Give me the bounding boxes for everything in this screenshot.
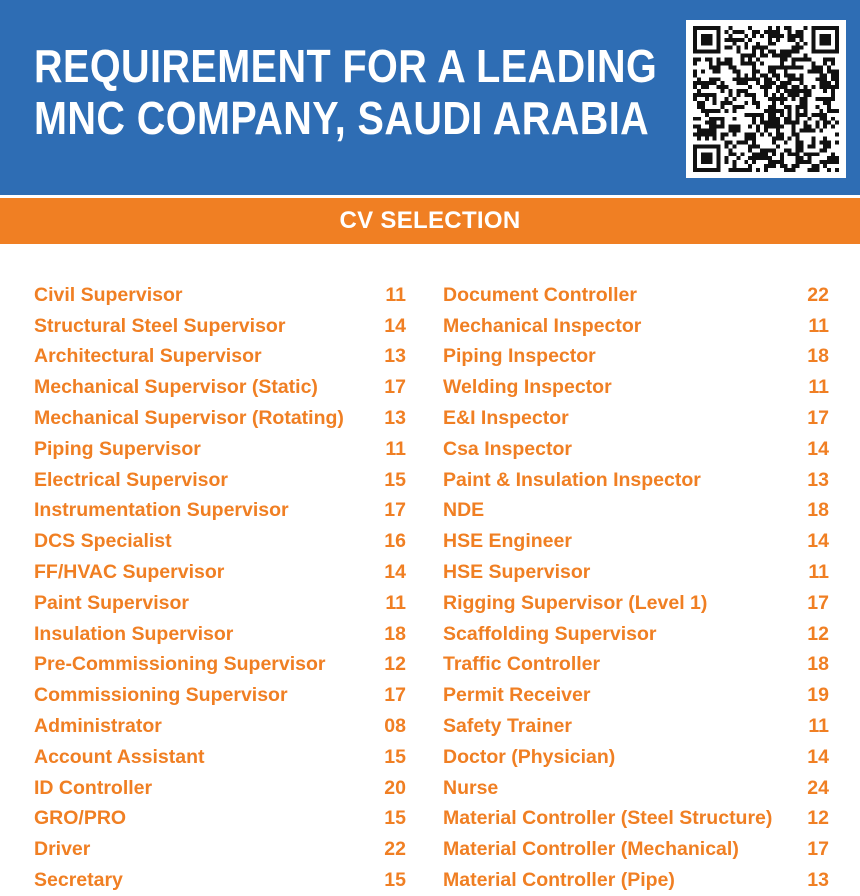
list-item (34, 342, 406, 373)
list-item (34, 434, 406, 465)
position-count: 18 (807, 499, 829, 522)
list-item (34, 280, 406, 311)
list-item (34, 742, 406, 773)
list-item (443, 773, 829, 804)
position-name: Material Controller (Pipe) (443, 869, 675, 892)
position-name: NDE (443, 499, 485, 522)
list-item (34, 773, 406, 804)
position-name: E&I Inspector (443, 407, 569, 430)
list-item (443, 311, 829, 342)
position-name: Mechanical Supervisor (Static) (34, 376, 318, 399)
position-name: FF/HVAC Supervisor (34, 561, 225, 584)
position-count: 17 (384, 684, 406, 707)
position-name: Piping Supervisor (34, 437, 201, 460)
position-name: Commissioning Supervisor (34, 684, 288, 707)
list-item (34, 496, 406, 527)
position-count: 17 (807, 591, 829, 614)
position-count: 11 (385, 283, 406, 306)
list-item (443, 711, 829, 742)
list-item (443, 465, 829, 496)
list-item (34, 526, 406, 557)
position-name: Scaffolding Supervisor (443, 622, 657, 645)
position-count: 17 (384, 499, 406, 522)
list-item (443, 403, 829, 434)
position-name: Account Assistant (34, 745, 205, 768)
position-count: 18 (807, 345, 829, 368)
list-item (443, 742, 829, 773)
list-item (443, 619, 829, 650)
list-item (34, 372, 406, 403)
position-count: 11 (385, 591, 406, 614)
position-count: 17 (807, 407, 829, 430)
position-count: 15 (384, 745, 406, 768)
position-name: Welding Inspector (443, 376, 612, 399)
position-count: 11 (808, 715, 829, 738)
position-name: Rigging Supervisor (Level 1) (443, 591, 708, 614)
list-item (443, 372, 829, 403)
position-name: Material Controller (Mechanical) (443, 838, 739, 861)
position-name: Safety Trainer (443, 715, 572, 738)
position-name: Mechanical Inspector (443, 314, 642, 337)
list-item (443, 834, 829, 865)
position-name: Permit Receiver (443, 684, 591, 707)
qr-code-icon[interactable] (686, 20, 846, 178)
position-count: 15 (384, 468, 406, 491)
position-name: Architectural Supervisor (34, 345, 262, 368)
list-item (443, 804, 829, 835)
position-count: 18 (807, 653, 829, 676)
list-item (443, 680, 829, 711)
position-count: 22 (807, 283, 829, 306)
position-name: Material Controller (Steel Structure) (443, 807, 773, 830)
list-item (34, 650, 406, 681)
position-name: Paint & Insulation Inspector (443, 468, 701, 491)
position-count: 14 (384, 314, 406, 337)
position-name: Driver (34, 838, 91, 861)
position-count: 11 (808, 561, 829, 584)
position-count: 11 (808, 314, 829, 337)
position-count: 11 (808, 376, 829, 399)
position-name: Nurse (443, 776, 499, 799)
position-count: 18 (384, 622, 406, 645)
position-count: 13 (807, 468, 829, 491)
list-item (443, 650, 829, 681)
position-name: DCS Specialist (34, 530, 172, 553)
position-count: 15 (384, 807, 406, 830)
position-count: 08 (384, 715, 406, 738)
position-name: Document Controller (443, 283, 637, 306)
list-item (34, 588, 406, 619)
list-item (34, 403, 406, 434)
list-item (443, 280, 829, 311)
list-item (443, 342, 829, 373)
header-banner (0, 0, 860, 195)
list-item (443, 557, 829, 588)
position-count: 13 (807, 869, 829, 892)
position-count: 20 (384, 776, 406, 799)
position-name: Secretary (34, 869, 123, 892)
position-count: 19 (807, 684, 829, 707)
list-item (34, 865, 406, 896)
list-item (443, 496, 829, 527)
position-count: 24 (807, 776, 829, 799)
position-name: Mechanical Supervisor (Rotating) (34, 407, 344, 430)
position-count: 12 (384, 653, 406, 676)
position-count: 14 (807, 530, 829, 553)
position-name: ID Controller (34, 776, 153, 799)
position-name: Administrator (34, 715, 162, 738)
list-item (34, 804, 406, 835)
position-name: Electrical Supervisor (34, 468, 229, 491)
position-name: GRO/PRO (34, 807, 127, 830)
section-title: CV SELECTION (339, 207, 521, 234)
position-count: 11 (385, 437, 406, 460)
list-item (443, 588, 829, 619)
position-name: Insulation Supervisor (34, 622, 234, 645)
position-name: Piping Inspector (443, 345, 596, 368)
position-count: 17 (384, 376, 406, 399)
position-count: 12 (807, 807, 829, 830)
position-name: HSE Supervisor (443, 561, 591, 584)
list-item (443, 434, 829, 465)
position-count: 14 (384, 561, 406, 584)
position-count: 16 (384, 530, 406, 553)
position-count: 17 (807, 838, 829, 861)
position-name: Pre-Commissioning Supervisor (34, 653, 326, 676)
list-item (34, 711, 406, 742)
position-name: HSE Engineer (443, 530, 572, 553)
position-name: Structural Steel Supervisor (34, 314, 286, 337)
position-count: 14 (807, 437, 829, 460)
position-count: 22 (384, 838, 406, 861)
position-name: Paint Supervisor (34, 591, 189, 614)
page-title (34, 40, 658, 144)
list-item (443, 865, 829, 896)
position-count: 13 (384, 345, 406, 368)
position-name: Csa Inspector (443, 437, 572, 460)
position-count: 14 (807, 745, 829, 768)
title-line-2: MNC COMPANY, SAUDI ARABIA (34, 92, 650, 144)
list-item (34, 557, 406, 588)
list-item (34, 311, 406, 342)
position-name: Traffic Controller (443, 653, 601, 676)
list-item (34, 834, 406, 865)
positions-list-left (34, 280, 406, 896)
position-name: Civil Supervisor (34, 283, 183, 306)
position-count: 13 (384, 407, 406, 430)
positions-list-right (443, 280, 829, 896)
list-item (34, 680, 406, 711)
position-name: Doctor (Physician) (443, 745, 616, 768)
title-line-1: REQUIREMENT FOR A LEADING (34, 40, 658, 92)
list-item (34, 619, 406, 650)
section-banner (0, 198, 860, 244)
list-item (34, 465, 406, 496)
position-name: Instrumentation Supervisor (34, 499, 289, 522)
position-count: 12 (807, 622, 829, 645)
position-count: 15 (384, 869, 406, 892)
list-item (443, 526, 829, 557)
